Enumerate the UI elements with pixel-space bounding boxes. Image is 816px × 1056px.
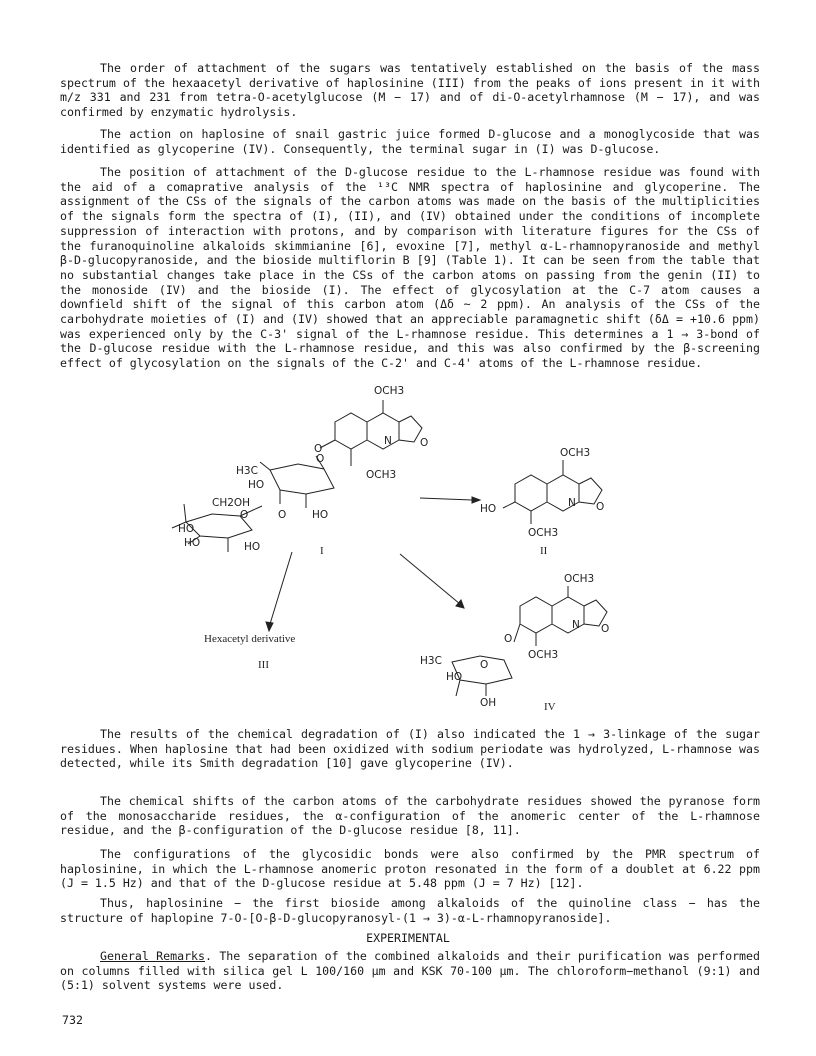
paragraph-pyranose-form: The chemical shifts of the carbon atoms of the carbohydrate residues showed the pyranose form of the monosaccharide residues, the α-configuration of the anomeric center of the L-rhamnose residue, and the β-configuration of the D-glucose residue [8, 11]. bbox=[60, 794, 760, 838]
ring-benzo-II bbox=[515, 475, 547, 511]
h3c-label-IV: H3C bbox=[420, 655, 442, 667]
ho-label-I-glucose-4: HO bbox=[178, 523, 195, 535]
ring-rhamnose-I bbox=[270, 464, 334, 494]
ring-benzo-I bbox=[335, 413, 367, 449]
o-label-IV-link: O bbox=[504, 633, 513, 645]
paragraph-nmr-analysis: The position of attachment of the D-glucose residue to the L-rhamnose residue was found with the aid of a comaprative analysis of the ¹³C NMR spectra of haplosinine and glycoperine. The assignment of the CSs of the signals of the carbon atoms was made on the basis of the multiplicities of the signals form the spectra of (I), (II), and (IV) obtained under the conditions of incomplete suppression of interaction with protons, and by comparison with literature figures for the CSs of the furanoquinoline alkaloids skimmianine [6], evoxine [7], methyl α-L-rhamnopyranoside and methyl β-D-glucopyranoside, and the bioside multiflorin B [9] (Table 1). It can be seen from the table that no substantial changes take place in the CSs of the carbon atoms on passing from the genin (II) to the monoside (IV) and the bioside (I). The effect of glycosylation at the C-7 atom causes a downfield shift of the signal of this carbon atom (Δδ ~ 2 ppm). An analysis of the CSs of the carbohydrate moieties of (I) and (IV) showed that an appreciable paramagnetic shift (δΔ = +10.6 ppm) was experienced only by the C-3' signal of the L-rhamnose residue. This determines a 1 → 3-bond of the D-glucose residue with the L-rhamnose residue, and this was also confirmed by the β-screening effect of glycosylation on the signals of the C-2' and C-4' atoms of the L-rhamnose residue. bbox=[60, 165, 760, 371]
arrow-to-II bbox=[420, 498, 472, 500]
chemical-structures-figure bbox=[120, 366, 680, 720]
och3-label-I-bottom: OCH3 bbox=[366, 469, 397, 481]
o-label-I-link: O bbox=[314, 443, 323, 455]
arrow-to-IV bbox=[400, 554, 460, 604]
oh-label-IV: OH bbox=[480, 697, 497, 709]
och3-label-II-bottom: OCH3 bbox=[528, 527, 559, 539]
n-label-I: N bbox=[384, 435, 392, 447]
paragraph-sugar-order: The order of attachment of the sugars was tentatively established on the basis of the mass spectrum of the hexaacetyl derivative of haplosinine (III) from the peaks of ions present in it with m/z 331 and 231 from tetra-O-acetylglucose (M − 17) and of di-O-acetylrhamnose (M − 17), and was confirmed by enzymatic hydrolysis. bbox=[60, 61, 760, 120]
general-remarks-text: . The separation of the combined alkaloids and their purification was performed on columns filled with silica gel L 100/160 μm and KSK 70-100 μm. The chloroform−methanol (9:1) and (5:1) solvent systems were used. bbox=[60, 949, 760, 993]
o-label-I-glucose: O bbox=[240, 509, 249, 521]
h3c-label-I: H3C bbox=[236, 465, 258, 477]
n-label-II: N bbox=[568, 497, 576, 509]
structure-scheme bbox=[120, 366, 680, 716]
paragraph-pmr-spectrum: The configurations of the glycosidic bonds were also confirmed by the PMR spectrum of haplosinine, in which the L-rhamnose anomeric proton resonated in the form of a doublet at 6.22 ppm (J = 1.5 Hz) and that of the D-glucose residue at 5.48 ppm (J = 7 Hz) [12]. bbox=[60, 847, 760, 891]
o-label-IV: O bbox=[601, 623, 610, 635]
ho-label-IV: HO bbox=[446, 671, 463, 683]
paragraph-chemical-degradation: The results of the chemical degradation of (I) also indicated the 1 → 3-linkage of the sugar residues. When haplosine that had been oxidized with sodium periodate was hydrolyzed, L-rhamnose was detected, while its Smith degradation [10] gave glycoperine (IV). bbox=[60, 727, 760, 771]
paragraph-enzymatic-hydrolysis: The action on haplosine of snail gastric juice formed D-glucose and a monoglycoside that was identified as glycoperine (IV). Consequently, the terminal sugar in (I) was D-glucose. bbox=[60, 127, 760, 156]
compound-label-I: I bbox=[320, 545, 324, 557]
paragraph-general-remarks bbox=[60, 949, 760, 993]
och3-label-IV-bottom: OCH3 bbox=[528, 649, 559, 661]
och3-label-II-top: OCH3 bbox=[560, 447, 591, 459]
ring-benzo-IV bbox=[520, 597, 552, 633]
ring-pyridine-I bbox=[367, 413, 399, 449]
compound-label-III: III bbox=[258, 659, 269, 671]
o-label-II: O bbox=[596, 501, 605, 513]
ho-label-II: HO bbox=[480, 503, 497, 515]
och3-label-IV-top: OCH3 bbox=[564, 573, 595, 585]
arrow-to-III bbox=[270, 552, 292, 624]
ring-furan-I bbox=[399, 416, 422, 442]
page-number: 732 bbox=[62, 1013, 83, 1027]
ho-label-I-rhamnose: HO bbox=[248, 479, 265, 491]
ho-label-I-glucose-2: HO bbox=[244, 541, 261, 553]
ch2oh-label-I: CH2OH bbox=[212, 497, 251, 509]
ho-label-I-rhamnose-2: HO bbox=[312, 509, 329, 521]
o-label-I-ring: O bbox=[316, 453, 325, 465]
compound-label-II: II bbox=[540, 545, 548, 557]
o-label-IV-ring: O bbox=[480, 659, 489, 671]
o-label-I-bridge: O bbox=[278, 509, 287, 521]
o-label-I-furan: O bbox=[420, 437, 429, 449]
och3-label-I-top: OCH3 bbox=[374, 385, 405, 397]
compound-label-IV: IV bbox=[544, 701, 556, 713]
paragraph-conclusion: Thus, haplosinine − the first bioside among alkaloids of the quinoline class − has the structure of haplopine 7-O-[O-β-D-glucopyranosyl-(1 → 3)-α-L-rhamnopyranoside]. bbox=[60, 896, 760, 925]
n-label-IV: N bbox=[572, 619, 580, 631]
hexacetyl-caption: Hexacetyl derivative bbox=[204, 633, 296, 645]
ho-label-I-glucose-3: HO bbox=[184, 537, 201, 549]
general-remarks-title: General Remarks bbox=[100, 949, 206, 963]
experimental-heading: EXPERIMENTAL bbox=[366, 931, 450, 945]
